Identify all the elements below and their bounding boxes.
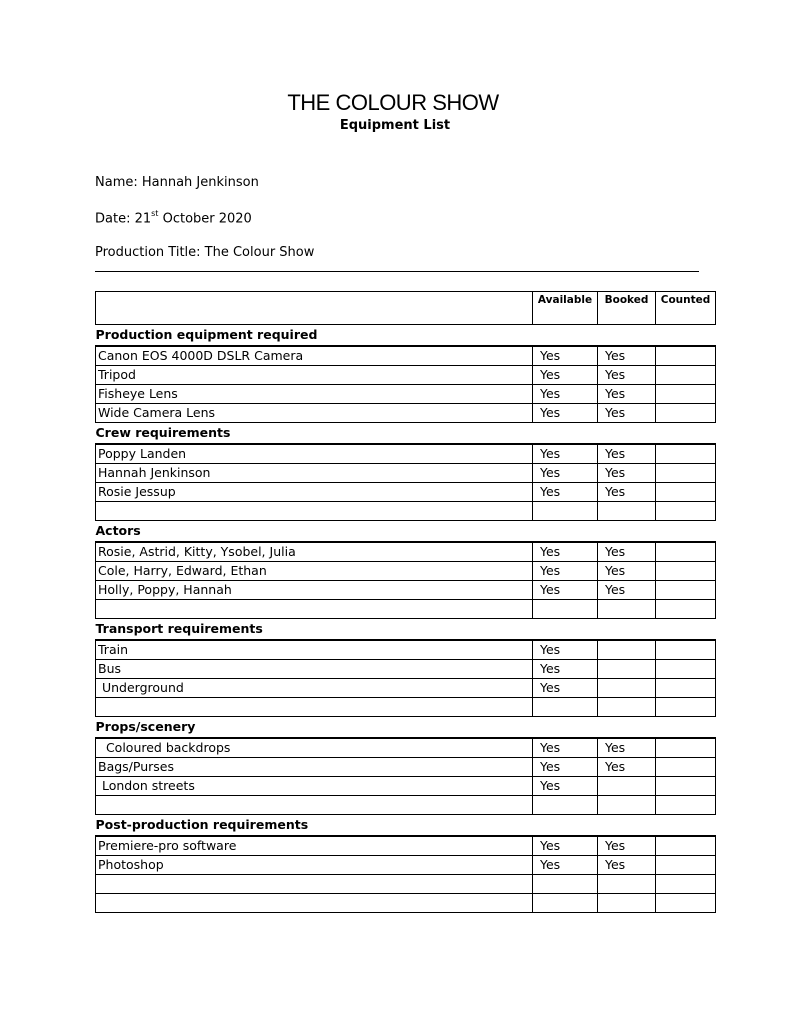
counted-cell: [656, 679, 716, 698]
table-row: [96, 856, 716, 875]
item-cell: [96, 502, 533, 521]
booked-cell: Yes: [598, 385, 656, 404]
booked-cell: Yes: [598, 366, 656, 385]
document-subtitle: Equipment List: [339, 118, 451, 133]
item-cell: Fisheye Lens: [96, 385, 533, 404]
table-row: [96, 542, 716, 562]
date-suffix: October 2020: [158, 211, 252, 227]
available-cell: Yes: [533, 483, 598, 502]
table-row: [96, 464, 716, 483]
date-superscript: st: [151, 209, 159, 218]
counted-cell: [656, 758, 716, 777]
available-cell: Yes: [533, 404, 598, 423]
available-cell: Yes: [533, 640, 598, 660]
section-heading-row: [96, 717, 716, 739]
booked-cell: Yes: [598, 444, 656, 464]
table-row: [96, 640, 716, 660]
item-cell: Tripod: [96, 366, 533, 385]
document-title: THE COLOUR SHOW: [287, 90, 499, 115]
counted-cell: [656, 562, 716, 581]
booked-cell: Yes: [598, 542, 656, 562]
date-prefix: Date: 21: [95, 211, 152, 227]
available-cell: Yes: [533, 777, 598, 796]
booked-cell: [598, 640, 656, 660]
available-cell: [533, 600, 598, 619]
table-row: [96, 600, 716, 619]
counted-cell: [656, 464, 716, 483]
booked-cell: Yes: [598, 483, 656, 502]
item-cell: Hannah Jenkinson: [96, 464, 533, 483]
item-cell: [96, 875, 533, 894]
section-heading: Transport requirements: [95, 621, 263, 636]
table-row: [96, 679, 716, 698]
table-row: [96, 502, 716, 521]
item-cell: [96, 796, 533, 815]
counted-cell: [656, 581, 716, 600]
section-heading: Production equipment required: [95, 327, 318, 342]
section-heading: Actors: [95, 523, 141, 538]
available-cell: Yes: [533, 542, 598, 562]
column-header-available: Available: [533, 292, 598, 325]
available-cell: [533, 796, 598, 815]
item-cell: Photoshop: [96, 856, 533, 875]
counted-cell: [656, 483, 716, 502]
table-row: [96, 660, 716, 679]
item-cell: Rosie, Astrid, Kitty, Ysobel, Julia: [96, 542, 533, 562]
item-cell: Train: [96, 640, 533, 660]
table-row: [96, 483, 716, 502]
booked-cell: Yes: [598, 346, 656, 366]
table-row: [96, 836, 716, 856]
booked-cell: [598, 777, 656, 796]
item-cell: [96, 698, 533, 717]
booked-cell: [598, 600, 656, 619]
table-row: [96, 366, 716, 385]
header-divider: [95, 271, 699, 272]
section-heading: Props/scenery: [95, 719, 196, 734]
booked-cell: Yes: [598, 404, 656, 423]
production-title-field: Production Title: The Colour Show: [95, 245, 315, 260]
table-row: [96, 796, 716, 815]
item-cell: Wide Camera Lens: [96, 404, 533, 423]
booked-cell: Yes: [598, 581, 656, 600]
name-field: Name: Hannah Jenkinson: [95, 175, 259, 190]
booked-cell: [598, 502, 656, 521]
available-cell: [533, 502, 598, 521]
section-heading: Crew requirements: [95, 425, 231, 440]
available-cell: [533, 875, 598, 894]
booked-cell: Yes: [598, 562, 656, 581]
table-row: [96, 404, 716, 423]
equipment-table-container: [95, 291, 711, 901]
table-row: [96, 444, 716, 464]
column-header-counted: Counted: [656, 292, 716, 325]
available-cell: Yes: [533, 581, 598, 600]
counted-cell: [656, 444, 716, 464]
section-heading-row: [96, 423, 716, 445]
counted-cell: [656, 836, 716, 856]
counted-cell: [656, 777, 716, 796]
item-cell: Rosie Jessup: [96, 483, 533, 502]
counted-cell: [656, 542, 716, 562]
booked-cell: [598, 894, 656, 913]
counted-cell: [656, 346, 716, 366]
equipment-table-body: [96, 292, 716, 913]
available-cell: Yes: [533, 738, 598, 758]
item-cell: Premiere-pro software: [96, 836, 533, 856]
counted-cell: [656, 640, 716, 660]
table-row: [96, 777, 716, 796]
item-cell: Bus: [96, 660, 533, 679]
item-cell: [96, 600, 533, 619]
table-row: [96, 346, 716, 366]
counted-cell: [656, 385, 716, 404]
available-cell: [533, 698, 598, 717]
counted-cell: [656, 660, 716, 679]
booked-cell: [598, 796, 656, 815]
booked-cell: Yes: [598, 758, 656, 777]
table-row: [96, 894, 716, 913]
item-cell: Canon EOS 4000D DSLR Camera: [96, 346, 533, 366]
date-field: [95, 210, 252, 226]
counted-cell: [656, 404, 716, 423]
counted-cell: [656, 796, 716, 815]
available-cell: [533, 894, 598, 913]
column-header-booked: Booked: [598, 292, 656, 325]
booked-cell: [598, 875, 656, 894]
booked-cell: [598, 660, 656, 679]
counted-cell: [656, 875, 716, 894]
booked-cell: Yes: [598, 738, 656, 758]
item-cell: Underground: [96, 679, 533, 698]
available-cell: Yes: [533, 856, 598, 875]
item-cell: London streets: [96, 777, 533, 796]
available-cell: Yes: [533, 346, 598, 366]
section-heading: Post-production requirements: [95, 817, 309, 832]
available-cell: Yes: [533, 366, 598, 385]
table-row: [96, 581, 716, 600]
available-cell: Yes: [533, 758, 598, 777]
section-heading-row: [96, 325, 716, 347]
available-cell: Yes: [533, 385, 598, 404]
section-heading-row: [96, 521, 716, 543]
available-cell: Yes: [533, 679, 598, 698]
counted-cell: [656, 738, 716, 758]
item-cell: Coloured backdrops: [96, 738, 533, 758]
available-cell: Yes: [533, 444, 598, 464]
booked-cell: [598, 698, 656, 717]
item-cell: Holly, Poppy, Hannah: [96, 581, 533, 600]
counted-cell: [656, 502, 716, 521]
available-cell: Yes: [533, 464, 598, 483]
item-cell: Cole, Harry, Edward, Ethan: [96, 562, 533, 581]
equipment-table: [95, 291, 716, 913]
available-cell: Yes: [533, 836, 598, 856]
column-header-item: [96, 292, 533, 325]
table-row: [96, 738, 716, 758]
available-cell: Yes: [533, 660, 598, 679]
booked-cell: Yes: [598, 856, 656, 875]
item-cell: Poppy Landen: [96, 444, 533, 464]
booked-cell: [598, 679, 656, 698]
counted-cell: [656, 366, 716, 385]
booked-cell: Yes: [598, 836, 656, 856]
counted-cell: [656, 856, 716, 875]
table-row: [96, 385, 716, 404]
counted-cell: [656, 894, 716, 913]
section-heading-row: [96, 619, 716, 641]
available-cell: Yes: [533, 562, 598, 581]
table-row: [96, 758, 716, 777]
table-row: [96, 562, 716, 581]
counted-cell: [656, 600, 716, 619]
item-cell: [96, 894, 533, 913]
table-row: [96, 875, 716, 894]
counted-cell: [656, 698, 716, 717]
table-row: [96, 698, 716, 717]
table-header-row: [96, 292, 716, 325]
booked-cell: Yes: [598, 464, 656, 483]
item-cell: Bags/Purses: [96, 758, 533, 777]
section-heading-row: [96, 815, 716, 837]
